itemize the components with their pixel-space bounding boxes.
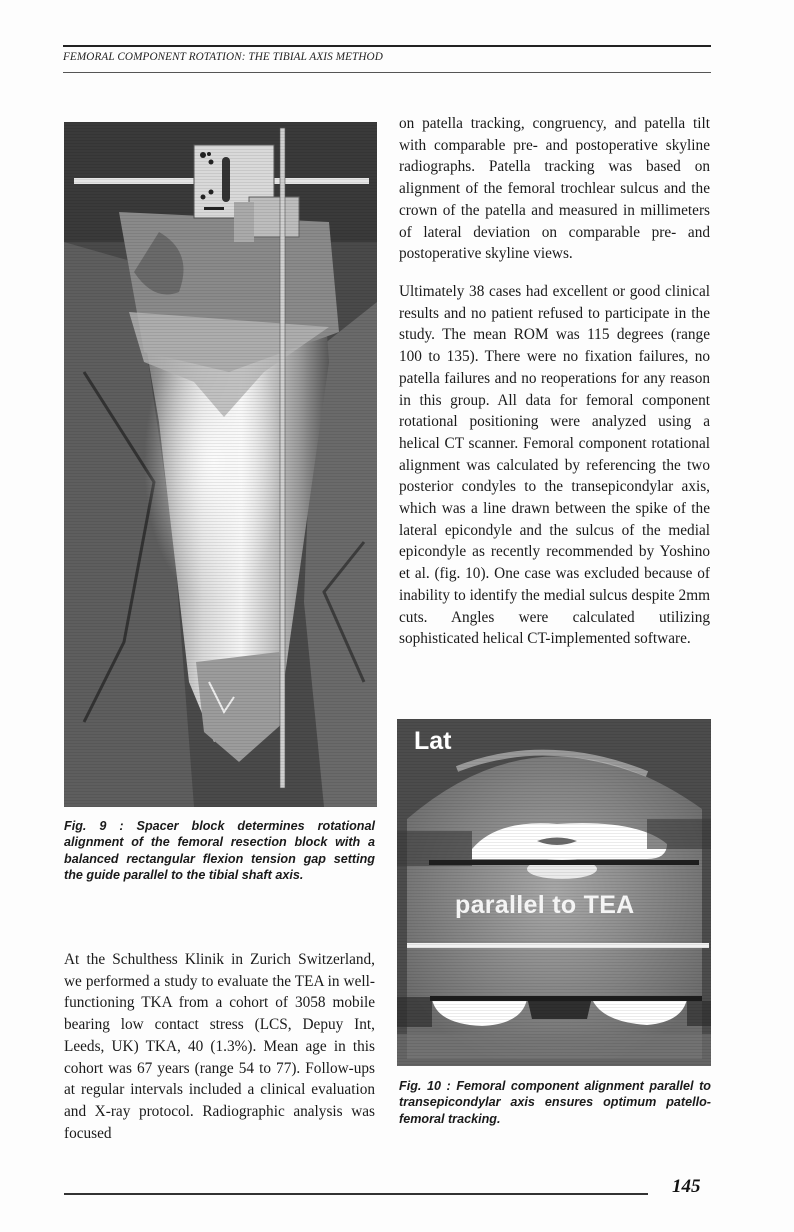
- body-paragraph: At the Schulthess Klinik in Zurich Switzerland, we performed a study to evaluate the TEA in well-functioning TKA from a cohort of 3058 mobile bearing low contact stress (LCS, Depuy Int, Leeds, UK) TKA, 40 (1.3%). Mean age in this cohort was 67 years (range 54 to 77). Follow-ups at regular intervals included a clinical evaluation and X-ray protocol. Radiographic analysis was focused: [64, 951, 375, 1142]
- header-rule-top: [63, 45, 711, 47]
- fig10-label-lat: Lat: [414, 727, 452, 755]
- figure-9-caption: Fig. 9 : Spacer block determines rotational alignment of the femoral resection block with a balanced rectangular flexion tension gap setting the guide parallel to the tibial shaft axis.: [64, 819, 375, 883]
- body-paragraph: on patella tracking, congruency, and patella tilt with comparable pre- and postoperative skyline radiographs. Patella tracking was based on alignment of the femoral trochlear sulcus and the crown of the patella and measured in millimeters of lateral deviation on comparable pre- and postoperative skyline views.: [399, 115, 710, 263]
- figure-10-caption: Fig. 10 : Femoral component alignment parallel to transepicondylar axis ensures optimum patello-femoral tracking.: [399, 1079, 711, 1126]
- running-head: FEMORAL COMPONENT ROTATION: THE TIBIAL AXIS METHOD: [63, 51, 383, 63]
- footer-rule: [64, 1193, 648, 1195]
- fig10-label-tea: parallel to TEA: [455, 891, 635, 919]
- body-paragraph: Ultimately 38 cases had excellent or good clinical results and no patient refused to participate in the study. The mean ROM was 115 degrees (range 100 to 135). There were no fixation failures, no patella failures and no reoperations for any reason in this group. All data for femoral component rotational positioning were analyzed using a helical CT scanner. Femoral component rotational alignment was calculated by referencing the two posterior condyles to the transepicondylar axis, which was a line drawn between the spike of the lateral epicondyle and the sulcus of the medial epicondyle as recently recommended by Yoshino et al. (fig. 10). One case was excluded because of inability to identify the medial sulcus despite 2mm cuts. Angles were calculated utilizing sophisticated helical CT-implemented software.: [399, 283, 710, 648]
- page-number: 145: [672, 1176, 701, 1197]
- figure-9-illustration: [64, 122, 377, 807]
- header-rule-bottom: [63, 72, 711, 73]
- figure-9-photo: [64, 122, 377, 807]
- figure-10-ct-scan: [397, 719, 711, 1066]
